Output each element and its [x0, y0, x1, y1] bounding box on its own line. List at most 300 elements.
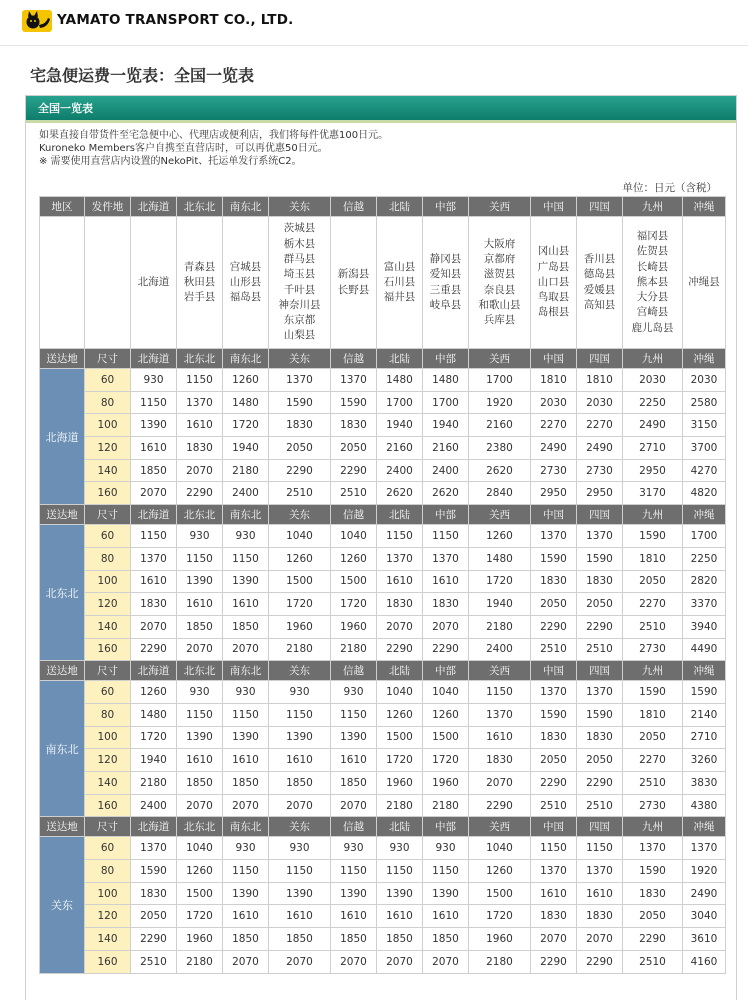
header-row: [40, 197, 726, 217]
region-label: 北海道: [131, 349, 177, 369]
price-cell: 2510: [531, 794, 577, 817]
price-cell: 1940: [469, 593, 531, 616]
prefecture-name: 北海道: [137, 275, 170, 288]
prefecture-name: 福岛县: [229, 291, 262, 304]
price-cell: 1150: [177, 547, 223, 570]
price-cell: 2400: [223, 482, 269, 505]
region-label: 四国: [577, 817, 623, 837]
rate-row: [40, 860, 726, 883]
region-label: 四国: [577, 505, 623, 525]
price-cell: 2070: [577, 928, 623, 951]
price-cell: 2070: [377, 950, 423, 973]
price-cell: 930: [377, 837, 423, 860]
price-cell: 930: [223, 837, 269, 860]
region-label: 关东: [269, 349, 331, 369]
price-cell: 1610: [377, 570, 423, 593]
price-cell: 2950: [623, 459, 683, 482]
prefecture-list: [269, 217, 331, 349]
price-cell: 1590: [683, 681, 726, 704]
page-title: 宅急便运费一览表：全国一览表: [30, 66, 255, 85]
price-cell: 1850: [331, 772, 377, 795]
price-cell: 1590: [577, 547, 623, 570]
size-cell: 100: [85, 882, 131, 905]
prefecture-name: 富山县: [383, 260, 416, 273]
header-region: 中部: [423, 197, 469, 217]
price-cell: 1150: [577, 837, 623, 860]
size-cell: 160: [85, 482, 131, 505]
price-cell: 1590: [531, 547, 577, 570]
price-cell: 2400: [469, 638, 531, 661]
price-cell: 3370: [683, 593, 726, 616]
size-cell: 160: [85, 950, 131, 973]
price-cell: 1150: [377, 525, 423, 548]
price-cell: 1390: [269, 726, 331, 749]
region-label: 北陆: [377, 349, 423, 369]
rate-panel: [25, 95, 737, 1000]
prefecture-name: 爱媛县: [583, 283, 616, 296]
price-cell: 2510: [577, 638, 623, 661]
rate-row: [40, 547, 726, 570]
size-cell: 120: [85, 749, 131, 772]
price-cell: 2620: [377, 482, 423, 505]
price-cell: 1390: [377, 882, 423, 905]
price-cell: 1610: [177, 749, 223, 772]
prefecture-name: 静冈县: [429, 252, 462, 265]
price-cell: 1150: [423, 860, 469, 883]
prefecture-name: 鸟取县: [537, 291, 570, 304]
rate-row: [40, 593, 726, 616]
price-cell: 2290: [177, 482, 223, 505]
region-label: 北海道: [131, 661, 177, 681]
prefecture-name: 千叶县: [283, 283, 316, 296]
price-cell: 1830: [177, 437, 223, 460]
rate-row: [40, 482, 726, 505]
price-cell: 2290: [423, 638, 469, 661]
price-cell: 1370: [683, 837, 726, 860]
price-cell: 1260: [469, 525, 531, 548]
size-cell: 60: [85, 369, 131, 392]
price-cell: 1390: [223, 570, 269, 593]
price-cell: 1370: [531, 525, 577, 548]
price-cell: 3610: [683, 928, 726, 951]
size-cell: 120: [85, 593, 131, 616]
region-label: 中部: [423, 661, 469, 681]
region-label: 关东: [269, 817, 331, 837]
price-cell: 1830: [269, 414, 331, 437]
price-cell: 3830: [683, 772, 726, 795]
header-region: 中国: [531, 197, 577, 217]
price-cell: 1700: [469, 369, 531, 392]
region-label: 北东北: [177, 661, 223, 681]
price-cell: 1150: [131, 391, 177, 414]
price-cell: 1850: [269, 928, 331, 951]
block-header-row: [40, 505, 726, 525]
price-cell: 1830: [623, 882, 683, 905]
region-label: 北东北: [177, 505, 223, 525]
prefecture-name: 山梨县: [283, 329, 316, 342]
price-cell: 2490: [531, 437, 577, 460]
origin-cell: 南东北: [40, 681, 85, 817]
price-cell: 1500: [331, 570, 377, 593]
price-cell: 1610: [223, 749, 269, 772]
price-cell: 2490: [623, 414, 683, 437]
price-cell: 2050: [331, 437, 377, 460]
price-cell: 2510: [623, 615, 683, 638]
price-cell: 1500: [469, 882, 531, 905]
unit-label: 单位：日元（含税）: [622, 182, 717, 194]
price-cell: 2180: [269, 638, 331, 661]
price-cell: 1390: [423, 882, 469, 905]
price-cell: 2620: [423, 482, 469, 505]
price-cell: 2160: [423, 437, 469, 460]
prefecture-name: 岩手县: [183, 291, 216, 304]
prefecture-name: 宫崎县: [636, 306, 669, 319]
price-cell: 2400: [131, 794, 177, 817]
price-cell: 1700: [377, 391, 423, 414]
rate-row: [40, 615, 726, 638]
price-cell: 1390: [223, 882, 269, 905]
price-cell: 1370: [377, 547, 423, 570]
price-cell: 1850: [423, 928, 469, 951]
size-label: 尺寸: [85, 661, 131, 681]
region-label: 关西: [469, 505, 531, 525]
price-cell: 2290: [131, 638, 177, 661]
price-cell: 2950: [577, 482, 623, 505]
price-cell: 2070: [223, 950, 269, 973]
price-cell: 2290: [377, 638, 423, 661]
prefecture-name: 滋贺县: [483, 268, 516, 281]
rate-row: [40, 837, 726, 860]
site-header: [0, 0, 748, 46]
price-cell: 1480: [223, 391, 269, 414]
price-cell: 1150: [223, 860, 269, 883]
price-cell: 1850: [377, 928, 423, 951]
price-cell: 2290: [269, 459, 331, 482]
price-cell: 1610: [177, 593, 223, 616]
price-cell: 1920: [469, 391, 531, 414]
prefecture-list: [469, 217, 531, 349]
price-cell: 1150: [223, 703, 269, 726]
brand-name[interactable]: YAMATO TRANSPORT CO., LTD.: [57, 12, 294, 28]
prefecture-list: [423, 217, 469, 349]
size-cell: 100: [85, 414, 131, 437]
region-label: 北东北: [177, 349, 223, 369]
prefecture-name: 山口县: [537, 275, 570, 288]
price-cell: 1700: [423, 391, 469, 414]
price-cell: 2070: [223, 638, 269, 661]
size-cell: 100: [85, 726, 131, 749]
header-region: 关东: [269, 197, 331, 217]
rate-table: [39, 196, 726, 974]
price-cell: 1850: [131, 459, 177, 482]
rate-row: [40, 882, 726, 905]
price-cell: 1260: [469, 860, 531, 883]
size-cell: 140: [85, 772, 131, 795]
price-cell: 1370: [531, 681, 577, 704]
price-cell: 1150: [331, 860, 377, 883]
rate-row: [40, 525, 726, 548]
region-label: 中国: [531, 661, 577, 681]
price-cell: 2510: [623, 772, 683, 795]
price-cell: 1590: [531, 703, 577, 726]
price-cell: 2070: [531, 928, 577, 951]
price-cell: 1720: [377, 749, 423, 772]
price-cell: 2290: [577, 950, 623, 973]
price-cell: 930: [269, 681, 331, 704]
price-cell: 1390: [131, 414, 177, 437]
prefecture-stub: [40, 217, 85, 349]
prefecture-list: [223, 217, 269, 349]
price-cell: 2160: [469, 414, 531, 437]
price-cell: 2510: [531, 638, 577, 661]
rate-row: [40, 703, 726, 726]
price-cell: 2730: [531, 459, 577, 482]
header-region: 信越: [331, 197, 377, 217]
region-label: 九州: [623, 817, 683, 837]
price-cell: 2510: [269, 482, 331, 505]
price-cell: 2180: [377, 794, 423, 817]
prefecture-name: 和歌山县: [478, 298, 521, 311]
black-cat-icon[interactable]: [22, 10, 52, 32]
region-label: 南东北: [223, 817, 269, 837]
rate-row: [40, 772, 726, 795]
price-cell: 2070: [177, 459, 223, 482]
size-cell: 160: [85, 794, 131, 817]
price-cell: 2070: [469, 772, 531, 795]
price-cell: 2380: [469, 437, 531, 460]
region-label: 中部: [423, 349, 469, 369]
price-cell: 1040: [423, 681, 469, 704]
price-cell: 1610: [331, 749, 377, 772]
price-cell: 2160: [377, 437, 423, 460]
region-label: 九州: [623, 661, 683, 681]
price-cell: 1610: [331, 905, 377, 928]
price-cell: 2290: [577, 615, 623, 638]
price-cell: 2250: [623, 391, 683, 414]
rate-row: [40, 950, 726, 973]
price-cell: 2730: [623, 794, 683, 817]
prefecture-name: 广岛县: [537, 260, 570, 273]
price-cell: 4820: [683, 482, 726, 505]
price-cell: 1830: [423, 593, 469, 616]
price-cell: 1960: [377, 772, 423, 795]
header-region: 关西: [469, 197, 531, 217]
price-cell: 1590: [131, 860, 177, 883]
prefecture-name: 大阪府: [483, 237, 516, 250]
price-cell: 2180: [177, 950, 223, 973]
prefecture-name: 神奈川县: [278, 298, 321, 311]
price-cell: 2950: [531, 482, 577, 505]
price-cell: 2620: [469, 459, 531, 482]
region-label: 中国: [531, 349, 577, 369]
price-cell: 2070: [423, 950, 469, 973]
rate-row: [40, 681, 726, 704]
prefecture-row: [40, 217, 726, 349]
price-cell: 1390: [177, 726, 223, 749]
price-cell: 2710: [623, 437, 683, 460]
size-cell: 60: [85, 681, 131, 704]
price-cell: 1940: [423, 414, 469, 437]
price-cell: 2050: [577, 749, 623, 772]
prefecture-name: 福井县: [383, 291, 416, 304]
region-label: 中部: [423, 817, 469, 837]
prefecture-name: 冲绳县: [688, 275, 720, 288]
price-cell: 4380: [683, 794, 726, 817]
block-header-row: [40, 349, 726, 369]
price-cell: 1830: [377, 593, 423, 616]
prefecture-name: 三重县: [429, 283, 462, 296]
price-cell: 1590: [577, 703, 623, 726]
prefecture-name: 德岛县: [583, 268, 616, 281]
rate-row: [40, 905, 726, 928]
origin-cell: 北海道: [40, 369, 85, 505]
region-label: 南东北: [223, 661, 269, 681]
price-cell: 2180: [223, 459, 269, 482]
region-label: 九州: [623, 349, 683, 369]
prefecture-list: [131, 217, 177, 349]
price-cell: 1260: [177, 860, 223, 883]
price-cell: 1850: [223, 772, 269, 795]
prefecture-name: 大分县: [636, 291, 669, 304]
size-cell: 60: [85, 525, 131, 548]
price-cell: 2070: [269, 794, 331, 817]
prefecture-name: 埼玉县: [283, 268, 316, 281]
rate-row: [40, 369, 726, 392]
price-cell: 2820: [683, 570, 726, 593]
price-cell: 1940: [223, 437, 269, 460]
price-cell: 1390: [177, 570, 223, 593]
price-cell: 4160: [683, 950, 726, 973]
price-cell: 1040: [469, 837, 531, 860]
prefecture-name: 鹿儿岛县: [631, 321, 674, 334]
price-cell: 2050: [623, 570, 683, 593]
price-cell: 2710: [683, 726, 726, 749]
price-cell: 1040: [269, 525, 331, 548]
price-cell: 1500: [177, 882, 223, 905]
header-region: 四国: [577, 197, 623, 217]
price-cell: 930: [177, 681, 223, 704]
prefecture-list: [331, 217, 377, 349]
region-label: 信越: [331, 661, 377, 681]
price-cell: 1850: [331, 928, 377, 951]
price-cell: 2290: [531, 772, 577, 795]
prefecture-name: 高知县: [583, 298, 616, 311]
prefecture-name: 冈山县: [537, 245, 570, 258]
rate-row: [40, 570, 726, 593]
price-cell: 3260: [683, 749, 726, 772]
price-cell: 1920: [683, 860, 726, 883]
price-cell: 2510: [577, 794, 623, 817]
price-cell: 2730: [623, 638, 683, 661]
price-cell: 2250: [683, 547, 726, 570]
price-cell: 1830: [331, 414, 377, 437]
prefecture-name: 山形县: [229, 275, 262, 288]
price-cell: 1590: [623, 525, 683, 548]
dest-label: 送达地: [40, 661, 85, 681]
note-line: Kuroneko Members客户自携至直营店时，可以再优惠50日元。: [39, 143, 328, 154]
price-cell: 1370: [331, 369, 377, 392]
price-cell: 1260: [377, 703, 423, 726]
prefecture-name: 青森县: [183, 260, 216, 273]
rate-row: [40, 928, 726, 951]
dest-label: 送达地: [40, 817, 85, 837]
size-label: 尺寸: [85, 349, 131, 369]
price-cell: 2840: [469, 482, 531, 505]
price-cell: 930: [269, 837, 331, 860]
price-cell: 1390: [269, 882, 331, 905]
price-cell: 1830: [469, 749, 531, 772]
price-cell: 1390: [331, 726, 377, 749]
price-cell: 930: [177, 525, 223, 548]
price-cell: 1610: [177, 414, 223, 437]
price-cell: 1830: [531, 905, 577, 928]
price-cell: 1960: [331, 615, 377, 638]
price-cell: 2070: [131, 482, 177, 505]
price-cell: 2180: [331, 638, 377, 661]
price-cell: 3150: [683, 414, 726, 437]
price-cell: 1040: [331, 525, 377, 548]
price-cell: 2070: [177, 794, 223, 817]
price-cell: 1810: [577, 369, 623, 392]
price-cell: 2510: [623, 950, 683, 973]
price-cell: 1610: [269, 749, 331, 772]
price-cell: 2270: [577, 414, 623, 437]
price-cell: 1260: [131, 681, 177, 704]
prefecture-name: 秋田县: [183, 275, 216, 288]
region-label: 北陆: [377, 661, 423, 681]
size-cell: 140: [85, 459, 131, 482]
prefecture-name: 岛根县: [537, 306, 570, 319]
price-cell: 1610: [223, 593, 269, 616]
price-cell: 1610: [377, 905, 423, 928]
price-cell: 2030: [531, 391, 577, 414]
prefecture-name: 栃木县: [283, 237, 316, 250]
region-label: 中国: [531, 817, 577, 837]
price-cell: 2030: [683, 369, 726, 392]
price-cell: 1370: [577, 681, 623, 704]
price-cell: 930: [331, 837, 377, 860]
price-cell: 2490: [683, 882, 726, 905]
price-cell: 1610: [577, 882, 623, 905]
price-cell: 1260: [223, 369, 269, 392]
region-label: 信越: [331, 349, 377, 369]
price-cell: 1370: [177, 391, 223, 414]
region-label: 信越: [331, 505, 377, 525]
price-cell: 1830: [531, 726, 577, 749]
header-region: 南东北: [223, 197, 269, 217]
price-cell: 930: [331, 681, 377, 704]
price-cell: 1830: [577, 726, 623, 749]
price-cell: 1260: [423, 703, 469, 726]
price-cell: 1480: [423, 369, 469, 392]
prefecture-list: [377, 217, 423, 349]
header-region: 九州: [623, 197, 683, 217]
price-cell: 2270: [531, 414, 577, 437]
price-cell: 930: [131, 369, 177, 392]
price-cell: 1940: [131, 749, 177, 772]
size-cell: 80: [85, 860, 131, 883]
price-cell: 2070: [223, 794, 269, 817]
price-cell: 1610: [269, 905, 331, 928]
price-cell: 2030: [623, 369, 683, 392]
price-cell: 1370: [269, 369, 331, 392]
region-label: 关东: [269, 661, 331, 681]
region-label: 冲绳: [683, 661, 726, 681]
prefecture-list: [577, 217, 623, 349]
header-region: 北陆: [377, 197, 423, 217]
price-cell: 1610: [131, 570, 177, 593]
price-cell: 2070: [331, 794, 377, 817]
